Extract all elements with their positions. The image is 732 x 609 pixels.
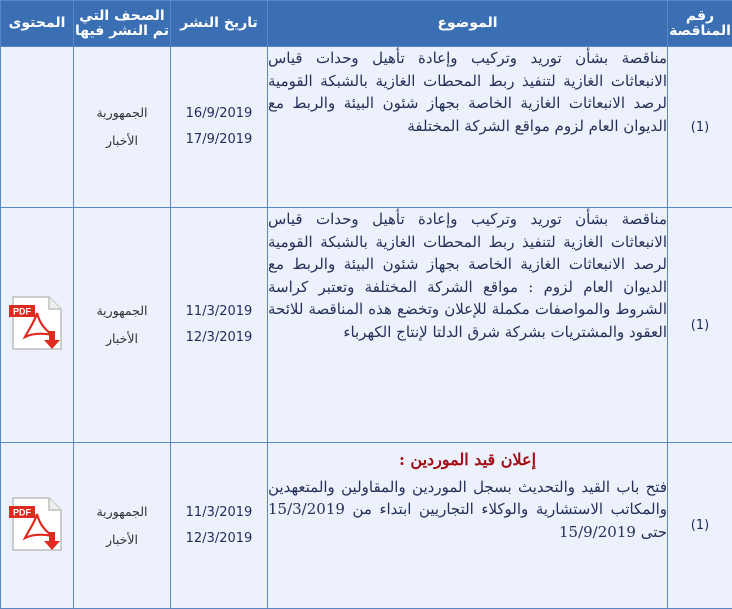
tender-subject: فتح باب القيد والتحديث بسجل الموردين والمقاولين والمتعهدين والمكاتب الاستشارية والوكلاء التجاريين ابتداء من 15/3/2019 حتى 15/9/2019 [268,477,667,541]
newspaper-2: الأخبار [106,133,138,148]
pdf-download-icon[interactable] [9,295,65,351]
header-newspapers: الصحف التي تم النشر فيها [74,1,171,47]
announcement-title: إعلان قيد الموردين : [398,450,537,469]
publish-date-2: 17/9/2019 [185,132,253,147]
publish-date-1: 11/3/2019 [185,304,253,319]
publish-date-1: 11/3/2019 [185,504,253,520]
publish-dates [171,47,268,208]
content-cell [1,208,74,443]
tender-subject: مناقصة بشأن توريد وتركيب وإعادة تأهيل وحدات قياس الانبعاثات الغازية لتنفيذ ربط المحطات الغازية بالشبكة القومية لرصد الانبعاثات الغازية الخاصة بجهاز شئون البيئة والربط مع الديوان العام لزوم مواقع الشركة المختلفة [268,47,668,208]
publish-date-2: 12/3/2019 [185,530,253,546]
publish-date-2: 12/3/2019 [185,330,253,345]
newspaper-1: الجمهورية [96,503,148,519]
header-subject: الموضوع [268,1,668,47]
header-content: المحتوى [1,1,74,47]
newspapers [74,47,171,208]
newspaper-1: الجمهورية [96,303,148,318]
tender-number: (1) [668,47,732,208]
tender-subject: مناقصة بشأن توريد وتركيب وإعادة تأهيل وحدات قياس الانبعاثات الغازية لتنفيذ ربط المحطات الغازية بالشبكة القومية لرصد الانبعاثات الغازية الخاصة بجهاز شئون البيئة والربط مع الديوان العام لزوم : مواقع الشركة المختلفة وتعتبر كراسة الشروط والمواصفات مكملة للإعلان وتخضع هذه المناقصة للائحة العقود والمشتريات بشركة شرق الدلتا لإنتاج الكهرباء [268,208,668,443]
svg-text:PDF: PDF [13,507,31,517]
newspaper-2: الأخبار [106,331,138,346]
table-row [1,47,732,208]
svg-text:PDF: PDF [13,306,31,317]
publish-date-1: 16/9/2019 [185,106,253,121]
publish-dates [171,443,268,609]
newspapers [74,208,171,443]
table-header-row [1,1,732,47]
tender-subject-cell [268,443,668,609]
tender-number: (1) [668,208,732,443]
tender-number: (1) [668,443,732,609]
pdf-download-icon[interactable] [9,496,65,552]
table-row [1,208,732,443]
header-date: تاريخ النشر [171,1,268,47]
newspaper-1: الجمهورية [96,105,148,120]
newspapers [74,443,171,609]
newspaper-2: الأخبار [106,531,138,547]
content-cell [1,443,74,609]
publish-dates [171,208,268,443]
table-row [1,443,732,609]
content-cell [1,47,74,208]
header-number: رقم المناقصة [668,1,732,47]
